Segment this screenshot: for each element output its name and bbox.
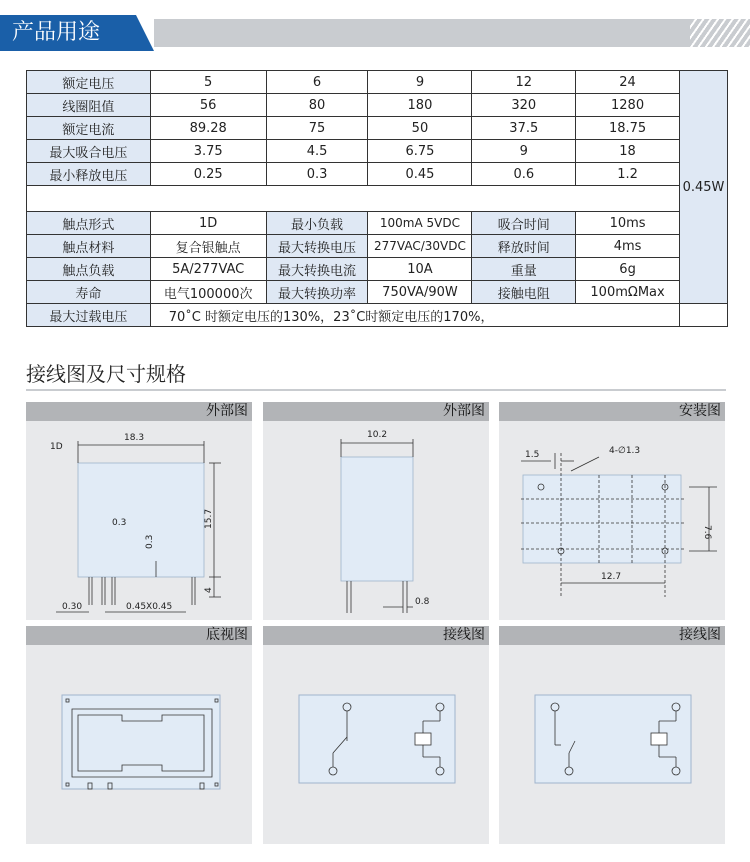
- empty-cell: [679, 304, 727, 327]
- row-label: 触点形式: [27, 212, 151, 235]
- row-label: 最大吸合电压: [27, 140, 151, 163]
- cell-label: 最小负载: [266, 212, 368, 235]
- panel-header: [499, 402, 725, 421]
- cell: 4ms: [576, 235, 680, 258]
- table-row: [27, 117, 728, 140]
- panel-title: 底视图: [206, 627, 248, 643]
- table-row: [27, 235, 728, 258]
- section-divider: [26, 389, 726, 391]
- cell: 9: [472, 140, 576, 163]
- cell: 9: [368, 71, 472, 94]
- mounting-drawing: [499, 421, 725, 620]
- cell: 0.6: [472, 163, 576, 186]
- cell: 50: [368, 117, 472, 140]
- cell: 80: [266, 94, 368, 117]
- header-stripes: [690, 19, 750, 47]
- table-row: [27, 304, 728, 327]
- panel-front-view: [26, 402, 252, 620]
- table-row: [27, 163, 728, 186]
- panel-bottom-view: [26, 626, 252, 844]
- cell: 0.3: [266, 163, 368, 186]
- panel-side-view: [263, 402, 489, 620]
- row-label: 线圈阻值: [27, 94, 151, 117]
- panel-header: [499, 626, 725, 645]
- cell: 18.75: [576, 117, 680, 140]
- cell: 37.5: [472, 117, 576, 140]
- table-row: [27, 212, 728, 235]
- cell-label: 接触电阻: [472, 281, 576, 304]
- cell: 5: [150, 71, 266, 94]
- cell: 0.25: [150, 163, 266, 186]
- left-dim: 0.30: [62, 602, 83, 612]
- cell: 1D: [150, 212, 266, 235]
- edge-dim: 1.5: [525, 450, 540, 460]
- panel-wiring-1: [263, 626, 489, 844]
- pin-dim: 0.8: [415, 597, 430, 607]
- section-subtitle: 接线图及尺寸规格: [26, 362, 186, 386]
- cell-label: 重量: [472, 258, 576, 281]
- section-header: [0, 15, 750, 51]
- wiring-2-drawing: [499, 645, 725, 844]
- row-label: 触点负载: [27, 258, 151, 281]
- panel-title: 接线图: [443, 627, 485, 643]
- cell: 180: [368, 94, 472, 117]
- bottom-view-drawing: [26, 645, 252, 844]
- cell-label: 释放时间: [472, 235, 576, 258]
- cell: 75: [266, 117, 368, 140]
- cell: 复合银触点: [150, 235, 266, 258]
- power-cell: 0.45W: [679, 71, 727, 304]
- panel-title: 外部图: [206, 403, 248, 419]
- header-bar: [154, 19, 750, 47]
- cell: 12: [472, 71, 576, 94]
- pin-dim: 0.45X0.45: [126, 602, 173, 612]
- panel-title: 安装图: [679, 403, 721, 419]
- gap-cell: [27, 186, 680, 212]
- section-title: 产品用途: [0, 15, 136, 51]
- cell: 750VA/90W: [368, 281, 472, 304]
- cell: 18: [576, 140, 680, 163]
- front-view-drawing: [26, 421, 252, 620]
- vertical-dim: 7.6: [702, 525, 712, 540]
- cell: 5A/277VAC: [150, 258, 266, 281]
- cell: 6g: [576, 258, 680, 281]
- height-dim: 15.7: [204, 508, 214, 529]
- cell-label: 吸合时间: [472, 212, 576, 235]
- cell-label: 最大转换电压: [266, 235, 368, 258]
- cell: 3.75: [150, 140, 266, 163]
- wiring-1-drawing: [263, 645, 489, 844]
- horizontal-dim: 12.7: [601, 572, 622, 582]
- width-dim: 10.2: [367, 430, 388, 440]
- cell-label: 最大转换电流: [266, 258, 368, 281]
- panel-mounting: [499, 402, 725, 620]
- cell: 100mΩMax: [576, 281, 680, 304]
- cell: 6: [266, 71, 368, 94]
- cell: 277VAC/30VDC: [368, 235, 472, 258]
- cell: 56: [150, 94, 266, 117]
- cell: 0.45: [368, 163, 472, 186]
- width-dim: 18.3: [124, 433, 145, 443]
- row-label: 额定电压: [27, 71, 151, 94]
- cell: 89.28: [150, 117, 266, 140]
- row-label: 最大过载电压: [27, 304, 151, 327]
- cell-label: 最大转换功率: [266, 281, 368, 304]
- cell: 4.5: [266, 140, 368, 163]
- table-row: [27, 281, 728, 304]
- cell: 100mA 5VDC: [368, 212, 472, 235]
- table-row: [27, 258, 728, 281]
- table-row: [27, 94, 728, 117]
- pin-length-dim: 0.3: [145, 534, 155, 549]
- holes-dim: 4-∅1.3: [609, 446, 641, 456]
- thickness-dim: 0.3: [112, 518, 127, 528]
- cell: 10A: [368, 258, 472, 281]
- model-label: 1D: [50, 442, 63, 452]
- spec-table: [26, 70, 728, 327]
- side-view-drawing: [263, 421, 489, 620]
- cell: 1280: [576, 94, 680, 117]
- panel-header: [26, 626, 252, 645]
- overload-text: 70˚C 时额定电压的130%，23˚C时额定电压的170%，: [150, 304, 679, 327]
- table-row: [27, 71, 728, 94]
- panel-title: 外部图: [443, 403, 485, 419]
- panel-header: [263, 402, 489, 421]
- cell: 6.75: [368, 140, 472, 163]
- panel-header: [26, 402, 252, 421]
- cell: 10ms: [576, 212, 680, 235]
- cell: 电气100000次: [150, 281, 266, 304]
- cell: 320: [472, 94, 576, 117]
- row-label: 最小释放电压: [27, 163, 151, 186]
- cell: 1.2: [576, 163, 680, 186]
- row-label: 触点材料: [27, 235, 151, 258]
- panel-header: [263, 626, 489, 645]
- cell: 24: [576, 71, 680, 94]
- row-label: 额定电流: [27, 117, 151, 140]
- row-label: 寿命: [27, 281, 151, 304]
- table-gap-row: [27, 186, 728, 212]
- table-row: [27, 140, 728, 163]
- pin-bottom-dim: 4: [204, 587, 214, 593]
- panel-wiring-2: [499, 626, 725, 844]
- panel-title: 接线图: [679, 627, 721, 643]
